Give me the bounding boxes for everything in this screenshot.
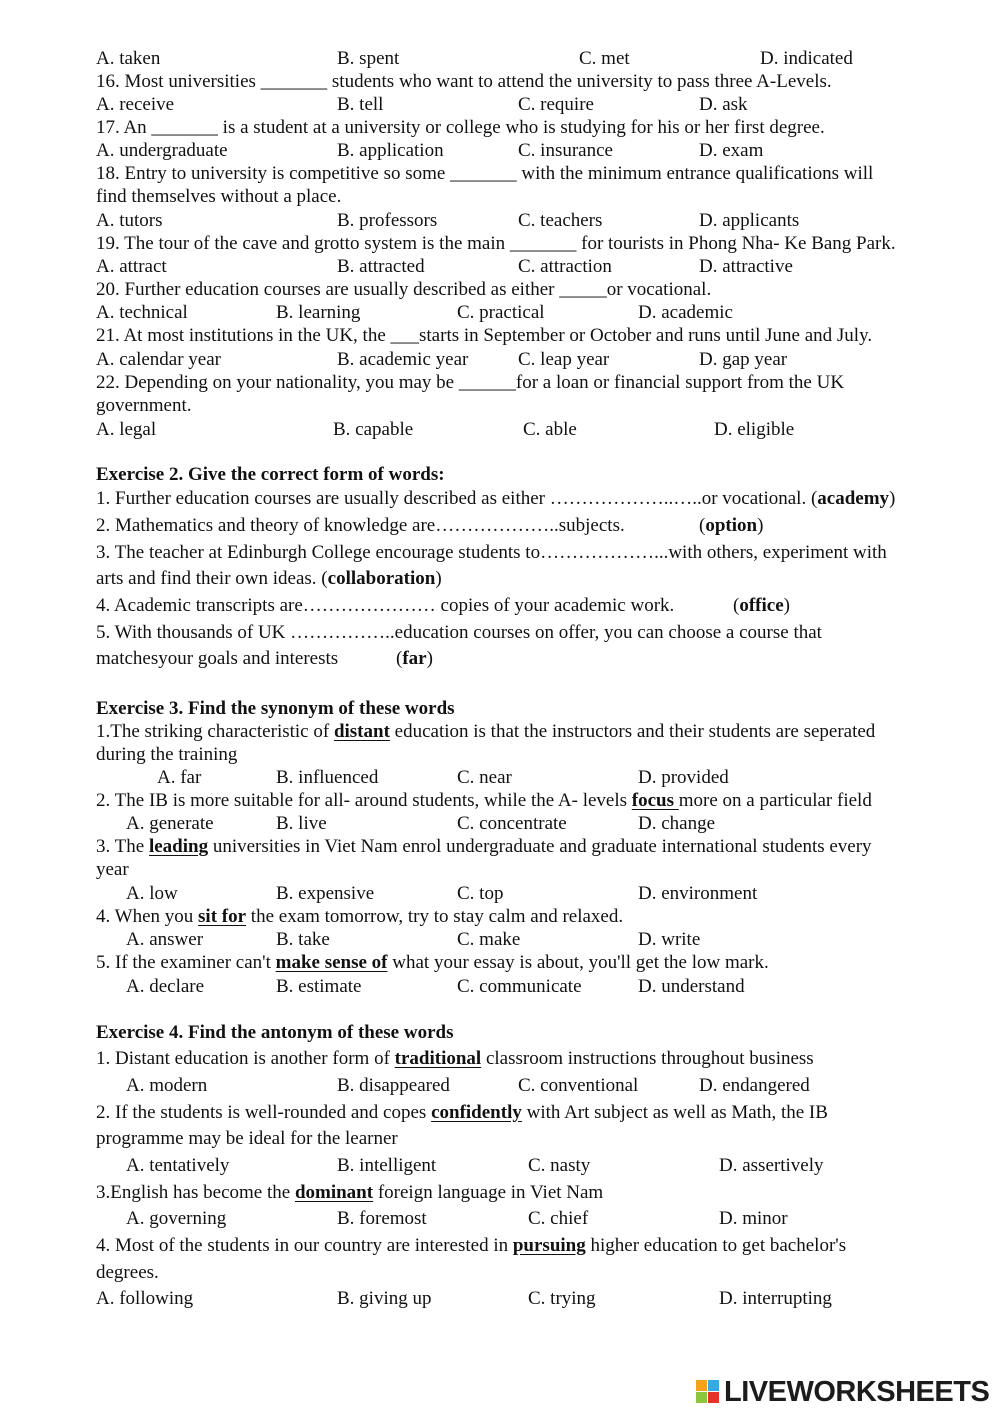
q17-option-a[interactable]: A. undergraduate bbox=[96, 140, 228, 161]
ex3-item4-option-b[interactable]: B. take bbox=[276, 929, 330, 950]
q16-option-c[interactable]: C. require bbox=[518, 94, 594, 115]
q19-option-d[interactable]: D. attractive bbox=[699, 256, 793, 277]
ex3-item3-option-c[interactable]: C. top bbox=[457, 883, 504, 904]
ex3-item1-option-d[interactable]: D. provided bbox=[638, 767, 729, 788]
ex4-item4-post: higher education to get bachelor's bbox=[585, 1235, 847, 1256]
q16-text: 16. Most universities _______ students who want to attend the university to pass three A-Levels. bbox=[96, 71, 832, 92]
ex3-item3-key: leading bbox=[148, 836, 209, 857]
q16-option-a[interactable]: A. receive bbox=[96, 94, 175, 115]
q19-option-b[interactable]: B. attracted bbox=[337, 256, 425, 277]
ex3-item5-pre: 5. If the examiner can't bbox=[96, 952, 276, 973]
q15-option-b[interactable]: B. spent bbox=[337, 48, 400, 69]
ex3-item2-key: focus bbox=[631, 790, 679, 811]
q16-option-b[interactable]: B. tell bbox=[337, 94, 384, 115]
ex3-item3-options bbox=[0, 883, 1000, 905]
ex2-item2-text: 2. Mathematics and theory of knowledge are………………..subjects. bbox=[96, 515, 625, 536]
ex3-item4-line1 bbox=[96, 906, 623, 928]
ex3-item4-options bbox=[0, 929, 1000, 951]
ex3-item3-option-b[interactable]: B. expensive bbox=[276, 883, 375, 904]
ex3-item3-post: universities in Viet Nam enrol undergraduate and graduate international students every bbox=[208, 836, 872, 857]
ex4-item3-line1 bbox=[96, 1182, 603, 1204]
ex3-item5-option-d[interactable]: D. understand bbox=[638, 976, 745, 997]
ex3-item5-options bbox=[0, 976, 1000, 998]
ex4-item1-key: traditional bbox=[394, 1048, 482, 1069]
q21-option-b[interactable]: B. academic year bbox=[337, 349, 469, 370]
ex4-item1-options bbox=[0, 1075, 1000, 1097]
q17-option-d[interactable]: D. exam bbox=[699, 140, 764, 161]
ex4-item4-pre: 4. Most of the students in our country are interested in bbox=[96, 1235, 513, 1256]
ex3-item4-option-a[interactable]: A. answer bbox=[126, 929, 204, 950]
ex2-item4 bbox=[96, 595, 790, 617]
q20-option-a[interactable]: A. technical bbox=[96, 302, 188, 323]
liveworksheets-wordmark: LIVEWORKSHEETS bbox=[724, 1375, 990, 1408]
ex4-item1-option-d[interactable]: D. endangered bbox=[699, 1075, 810, 1096]
ex3-item4-pre: 4. When you bbox=[96, 906, 199, 927]
ex3-item3-option-d[interactable]: D. environment bbox=[638, 883, 758, 904]
ex4-item1-option-c[interactable]: C. conventional bbox=[518, 1075, 639, 1096]
ex4-item3-options bbox=[0, 1208, 1000, 1230]
ex4-item1-option-b[interactable]: B. disappeared bbox=[337, 1075, 450, 1096]
ex3-item1-pre: 1.The striking characteristic of bbox=[96, 721, 334, 742]
ex3-item2-option-c[interactable]: C. concentrate bbox=[457, 813, 567, 834]
q20-text: 20. Further education courses are usually described as either _____or vocational. bbox=[96, 279, 712, 300]
ex4-item2-options bbox=[0, 1155, 1000, 1177]
q22-text-line2: government. bbox=[96, 395, 192, 416]
ex2-item5-line1: 5. With thousands of UK ……………..education courses on offer, you can choose a course that bbox=[96, 622, 822, 643]
ex3-item4-post: the exam tomorrow, try to stay calm and relaxed. bbox=[246, 906, 624, 927]
logo-square-blue bbox=[708, 1380, 719, 1391]
ex3-item2-options bbox=[0, 813, 1000, 835]
ex3-item5-post: what your essay is about, you'll get the low mark. bbox=[387, 952, 769, 973]
ex3-item2-pre: 2. The IB is more suitable for all- around students, while the A- levels bbox=[96, 790, 632, 811]
ex2-item5-line2 bbox=[96, 648, 433, 670]
ex4-item4-options bbox=[0, 1288, 1000, 1310]
ex4-item3-option-b[interactable]: B. foremost bbox=[337, 1208, 427, 1229]
ex2-item3-word: collaboration bbox=[327, 568, 436, 589]
ex4-item4-option-b[interactable]: B. giving up bbox=[337, 1288, 432, 1309]
ex2-item5-open: ( bbox=[396, 648, 403, 669]
ex3-item5-option-c[interactable]: C. communicate bbox=[457, 976, 582, 997]
ex3-item3-line1 bbox=[96, 836, 872, 858]
ex2-item5-close: ) bbox=[426, 648, 433, 669]
ex4-item2-option-d[interactable]: D. assertively bbox=[719, 1155, 824, 1176]
ex4-item3-post: foreign language in Viet Nam bbox=[373, 1182, 604, 1203]
ex4-item3-key: dominant bbox=[294, 1182, 374, 1203]
q21-options bbox=[0, 349, 1000, 371]
q19-option-a[interactable]: A. attract bbox=[96, 256, 167, 277]
ex2-item3-close: ) bbox=[435, 568, 442, 589]
ex3-item1-line2: during the training bbox=[96, 744, 238, 765]
ex3-item2-line1 bbox=[96, 790, 872, 812]
ex3-item1-option-b[interactable]: B. influenced bbox=[276, 767, 379, 788]
ex4-item1-pre: 1. Distant education is another form of bbox=[96, 1048, 395, 1069]
q19-options bbox=[0, 256, 1000, 278]
q15-option-a[interactable]: A. taken bbox=[96, 48, 161, 69]
q16-options bbox=[0, 94, 1000, 116]
ex2-item2-close: ) bbox=[757, 515, 764, 536]
q20-option-c[interactable]: C. practical bbox=[457, 302, 545, 323]
ex3-item1-post: education is that the instructors and their students are seperated bbox=[389, 721, 876, 742]
ex3-item4-option-d[interactable]: D. write bbox=[638, 929, 701, 950]
ex3-item5-option-a[interactable]: A. declare bbox=[126, 976, 205, 997]
ex3-item5-line1 bbox=[96, 952, 769, 974]
ex2-item2-hint bbox=[699, 515, 763, 537]
ex2-item1-word: academy bbox=[817, 488, 890, 509]
q15-option-d[interactable]: D. indicated bbox=[760, 48, 853, 69]
ex2-item5-word: far bbox=[402, 648, 427, 669]
ex3-item2-option-d[interactable]: D. change bbox=[638, 813, 716, 834]
ex2-item2-open: ( bbox=[699, 515, 706, 536]
q17-option-b[interactable]: B. application bbox=[337, 140, 444, 161]
q18-options bbox=[0, 210, 1000, 232]
ex3-item4-key: sit for bbox=[198, 906, 247, 927]
q15-options bbox=[0, 48, 1000, 70]
ex2-item2-word: option bbox=[705, 515, 758, 536]
q18-option-d[interactable]: D. applicants bbox=[699, 210, 800, 231]
ex4-item2-option-c[interactable]: C. nasty bbox=[528, 1155, 591, 1176]
ex4-item2-option-b[interactable]: B. intelligent bbox=[337, 1155, 437, 1176]
q19-text: 19. The tour of the cave and grotto system is the main _______ for tourists in Phong Nha- Ke Bang Park. bbox=[96, 233, 896, 254]
ex3-item2-option-a[interactable]: A. generate bbox=[126, 813, 214, 834]
ex4-item3-option-a[interactable]: A. governing bbox=[126, 1208, 227, 1229]
ex4-item3-option-d[interactable]: D. minor bbox=[719, 1208, 788, 1229]
q22-options bbox=[0, 419, 1000, 441]
logo-square-red bbox=[708, 1392, 719, 1403]
ex3-item1-key: distant bbox=[333, 721, 390, 742]
q17-options bbox=[0, 140, 1000, 162]
q20-options bbox=[0, 302, 1000, 324]
ex2-item1-text: 1. Further education courses are usually described as either ………………..…..or vocational. ( bbox=[96, 488, 818, 509]
ex2-item5-text: matchesyour goals and interests bbox=[96, 648, 339, 669]
q22-option-c[interactable]: C. able bbox=[523, 419, 577, 440]
q16-option-d[interactable]: D. ask bbox=[699, 94, 748, 115]
ex2-item1 bbox=[96, 488, 895, 510]
q15-option-c[interactable]: C. met bbox=[579, 48, 630, 69]
ex3-item2-option-b[interactable]: B. live bbox=[276, 813, 327, 834]
ex4-item4-line1 bbox=[96, 1235, 846, 1257]
ex4-item4-option-d[interactable]: D. interrupting bbox=[719, 1288, 832, 1309]
q21-option-d[interactable]: D. gap year bbox=[699, 349, 788, 370]
q18-text-line2: find themselves without a place. bbox=[96, 186, 342, 207]
ex2-item3-line1: 3. The teacher at Edinburgh College encourage students to………………...with others, experiment with bbox=[96, 542, 887, 563]
ex2-item4-hint bbox=[733, 595, 790, 617]
ex3-item5-key: make sense of bbox=[275, 952, 388, 973]
ex2-item4-word: office bbox=[739, 595, 784, 616]
exercise3-title: Exercise 3. Find the synonym of these words bbox=[96, 698, 455, 719]
ex4-item2-pre: 2. If the students is well-rounded and copes bbox=[96, 1102, 432, 1123]
q20-option-b[interactable]: B. learning bbox=[276, 302, 361, 323]
ex2-item3-text: arts and find their own ideas. ( bbox=[96, 568, 328, 589]
liveworksheets-mark-icon bbox=[696, 1380, 720, 1404]
q18-option-b[interactable]: B. professors bbox=[337, 210, 438, 231]
ex2-item4-close: ) bbox=[783, 595, 790, 616]
ex3-item4-option-c[interactable]: C. make bbox=[457, 929, 521, 950]
ex2-item4-text: 4. Academic transcripts are………………… copies of your academic work. bbox=[96, 595, 675, 616]
q22-option-b[interactable]: B. capable bbox=[333, 419, 414, 440]
ex4-item1-line1 bbox=[96, 1048, 814, 1070]
ex4-item3-pre: 3.English has become the bbox=[96, 1182, 295, 1203]
ex3-item2-post: more on a particular field bbox=[678, 790, 872, 811]
ex3-item3-pre: 3. The bbox=[96, 836, 149, 857]
q21-option-a[interactable]: A. calendar year bbox=[96, 349, 222, 370]
ex4-item2-option-a[interactable]: A. tentatively bbox=[126, 1155, 230, 1176]
exercise2-title: Exercise 2. Give the correct form of words: bbox=[96, 464, 445, 485]
ex4-item2-key: confidently bbox=[431, 1102, 522, 1123]
ex4-item1-option-a[interactable]: A. modern bbox=[126, 1075, 208, 1096]
ex2-item2 bbox=[96, 515, 764, 537]
ex2-item3-line2 bbox=[96, 568, 442, 590]
q18-option-c[interactable]: C. teachers bbox=[518, 210, 603, 231]
q18-text-line1: 18. Entry to university is competitive so some _______ with the minimum entrance qualifications will bbox=[96, 163, 874, 184]
ex3-item1-option-c[interactable]: C. near bbox=[457, 767, 512, 788]
ex3-item1-options bbox=[0, 767, 1000, 789]
q17-text: 17. An _______ is a student at a university or college who is studying for his or her first degree. bbox=[96, 117, 825, 138]
ex4-item4-key: pursuing bbox=[512, 1235, 586, 1256]
q22-option-d[interactable]: D. eligible bbox=[714, 419, 795, 440]
ex4-item3-option-c[interactable]: C. chief bbox=[528, 1208, 589, 1229]
q18-option-a[interactable]: A. tutors bbox=[96, 210, 163, 231]
q22-text-line1: 22. Depending on your nationality, you may be ______for a loan or financial support from the UK bbox=[96, 372, 845, 393]
ex4-item4-line2: degrees. bbox=[96, 1262, 159, 1283]
q17-option-c[interactable]: C. insurance bbox=[518, 140, 613, 161]
q21-text: 21. At most institutions in the UK, the ___starts in September or October and runs until June and July. bbox=[96, 325, 873, 346]
liveworksheets-logo[interactable] bbox=[696, 1377, 989, 1407]
ex4-item4-option-c[interactable]: C. trying bbox=[528, 1288, 596, 1309]
ex4-item4-option-a[interactable]: A. following bbox=[96, 1288, 194, 1309]
ex4-item2-line2: programme may be ideal for the learner bbox=[96, 1128, 398, 1149]
ex4-item2-line1 bbox=[96, 1102, 828, 1124]
q22-option-a[interactable]: A. legal bbox=[96, 419, 157, 440]
ex2-item4-open: ( bbox=[733, 595, 740, 616]
ex3-item1-line1 bbox=[96, 721, 875, 743]
ex2-item5-hint bbox=[396, 648, 433, 670]
q21-option-c[interactable]: C. leap year bbox=[518, 349, 610, 370]
logo-square-green bbox=[696, 1392, 707, 1403]
ex4-item2-post: with Art subject as well as Math, the IB bbox=[521, 1102, 828, 1123]
exercise4-title: Exercise 4. Find the antonym of these words bbox=[96, 1022, 454, 1043]
logo-square-orange bbox=[696, 1380, 707, 1391]
ex3-item5-option-b[interactable]: B. estimate bbox=[276, 976, 362, 997]
ex2-item1-close: ) bbox=[889, 488, 896, 509]
q19-option-c[interactable]: C. attraction bbox=[518, 256, 612, 277]
ex3-item3-line2: year bbox=[96, 859, 129, 880]
ex4-item1-post: classroom instructions throughout business bbox=[481, 1048, 814, 1069]
ex3-item3-option-a[interactable]: A. low bbox=[126, 883, 178, 904]
ex3-item1-option-a[interactable]: A. far bbox=[157, 767, 202, 788]
q20-option-d[interactable]: D. academic bbox=[638, 302, 733, 323]
